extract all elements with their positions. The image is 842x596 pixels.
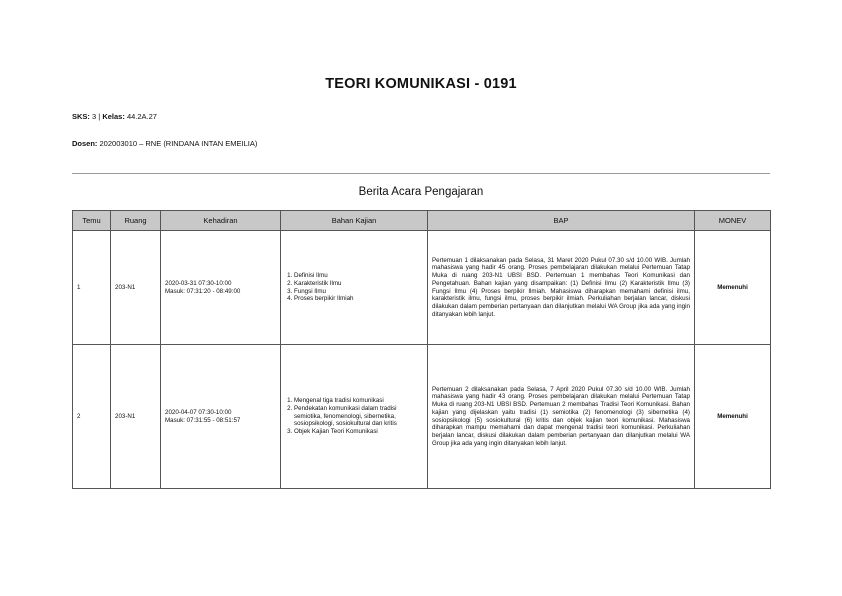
- cell-kehadiran: [161, 231, 281, 345]
- divider: [72, 173, 770, 174]
- cell-bahan-kajian: [281, 345, 428, 489]
- kelas-value: 44.2A.27: [126, 112, 157, 121]
- cell-kehadiran: [161, 345, 281, 489]
- bahan-item: 1. Mengenal tiga tradisi komunikasi: [294, 397, 423, 405]
- kehadiran-masuk: Masuk: 07:31:55 - 08:51:57: [165, 416, 241, 424]
- table-header-row: [73, 211, 771, 231]
- separator: |: [98, 112, 101, 121]
- bap-table: [72, 210, 771, 489]
- sks-value: 3: [92, 112, 97, 121]
- lecturer-info: [72, 139, 257, 148]
- table-row: [73, 231, 771, 345]
- bahan-item: 2. Pendekatan komunikasi dalam tradisi semiotika, fenomenologi, sibernetika, sosiopsikologi, sosiokultural dan kritis: [294, 405, 423, 428]
- cell-ruang: 203-N1: [111, 231, 161, 345]
- header-kehadiran: Kehadiran: [161, 211, 281, 231]
- header-bap: BAP: [428, 211, 695, 231]
- table-row: [73, 345, 771, 489]
- kelas-label: Kelas:: [102, 112, 125, 121]
- cell-temu: 1: [73, 231, 111, 345]
- section-title: Berita Acara Pengajaran: [358, 186, 484, 198]
- sks-label: SKS:: [72, 112, 90, 121]
- document-title: TEORI KOMUNIKASI - 0191: [325, 76, 517, 92]
- header-temu: Temu: [73, 211, 111, 231]
- cell-monev: Memenuhi: [695, 231, 771, 345]
- header-ruang: Ruang: [111, 211, 161, 231]
- bahan-item: 3. Objek Kajian Teori Komunikasi: [294, 428, 423, 436]
- cell-ruang: 203-N1: [111, 345, 161, 489]
- kehadiran-jadwal: 2020-03-31 07:30-10:00: [165, 279, 232, 287]
- kehadiran-masuk: Masuk: 07:31:20 - 08:49:00: [165, 287, 241, 295]
- cell-bap: Pertemuan 2 dilaksanakan pada Selasa, 7 April 2020 Pukul 07.30 s/d 10.00 WIB. Jumlah mahasiswa yang hadir 43 orang. Proses pembelajaran dilakukan melalui Pertemuan Tatap Muka di ruang 203-N1 UBSI BSD. Pertemuan 2 membahas Tradisi Teori Komunikasi. Bahan kajian yang dijelaskan yaitu tradisi (1) semiotika (2) fenomenologi (3) sibernetika (4) sosiopsikologi (5) sosiokultural (6) kritis dan objek kajian teori komunikasi. Mahasiswa diharapkan mampu memahami dan dapat mengenal tradisi teori komunikasi. Perkuliahan berjalan lancar, diskusi dilakukan dalam pemberian pertanyaan dan dilanjutkan melalui WA Group jika ada yang ingin ditanyakan lebih lanjut.: [428, 345, 695, 489]
- bahan-list: [285, 397, 423, 436]
- header-monev: MONEV: [695, 211, 771, 231]
- bahan-item: 4. Proses berpikir Ilmiah: [294, 295, 423, 303]
- dosen-value: 202003010 – RNE (RINDANA INTAN EMEILIA): [99, 139, 258, 148]
- course-info: [72, 112, 157, 121]
- cell-monev: Memenuhi: [695, 345, 771, 489]
- cell-bahan-kajian: [281, 231, 428, 345]
- bahan-item: 2. Karakteristik Ilmu: [294, 280, 423, 288]
- cell-bap: Pertemuan 1 dilaksanakan pada Selasa, 31 Maret 2020 Pukul 07.30 s/d 10.00 WIB. Jumlah mahasiswa yang hadir 45 orang. Proses pembelajaran dilakukan melalui Pertemuan Tatap Muka di ruang 203-N1 UBSI BSD. Pertemuan 1 membahas Teori Komunikasi dan Pengetahuan. Bahan kajian yang disampaikan: (1) Definisi Ilmu (2) Karakteristik Ilmu (3) Fungsi Ilmu (4) Proses berpikir Ilmiah. Mahasiswa diharapkan memahami definisi ilmu, karakteristik ilmu, fungsi ilmu, proses berpikir ilmiah. Perkuliahan berjalan lancar, diskusi dilakukan dalam pemberian pertanyaan dan dilanjutkan melalui WA Group jika ada yang ingin ditanyakan lebih lanjut.: [428, 231, 695, 345]
- bahan-item: 1. Definisi Ilmu: [294, 272, 423, 280]
- cell-temu: 2: [73, 345, 111, 489]
- bahan-item: 3. Fungsi Ilmu: [294, 288, 423, 296]
- bahan-list: [285, 272, 423, 303]
- dosen-label: Dosen:: [72, 139, 98, 148]
- header-bahan-kajian: Bahan Kajian: [281, 211, 428, 231]
- kehadiran-jadwal: 2020-04-07 07:30-10:00: [165, 408, 232, 416]
